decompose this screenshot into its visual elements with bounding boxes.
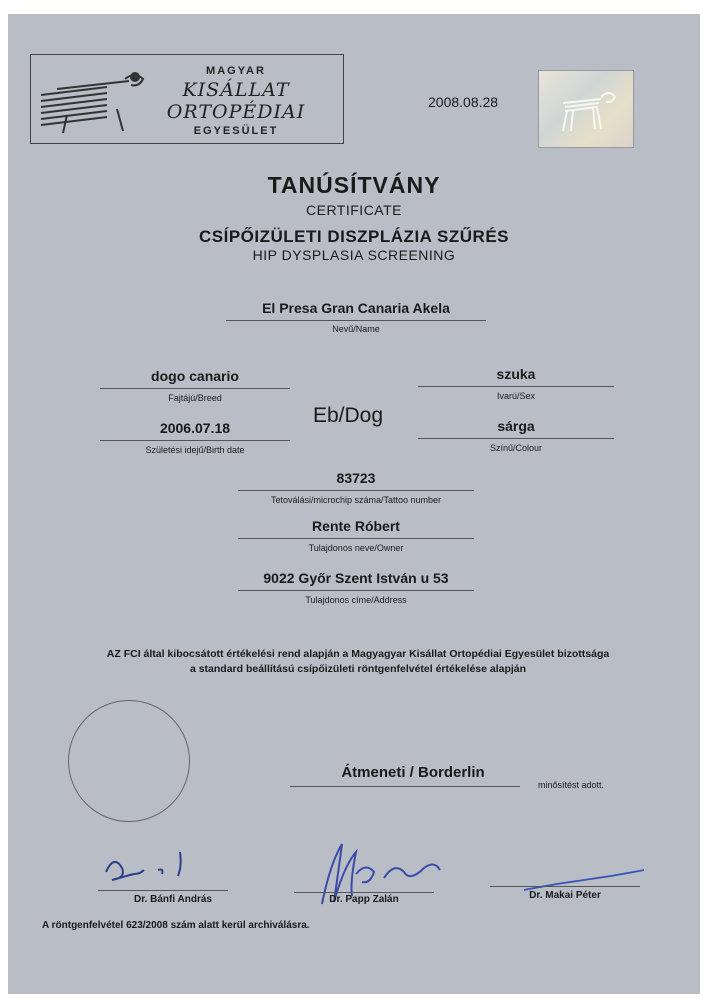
skeleton-hologram-icon xyxy=(557,85,617,133)
colour-value: sárga xyxy=(497,418,535,434)
signatory-1-name: Dr. Bánfi András xyxy=(134,894,212,905)
certificate-title: TANÚSÍTVÁNY xyxy=(267,172,441,198)
colour-label: Színű/Colour xyxy=(489,443,543,453)
dog-name-value: El Presa Gran Canaria Akela xyxy=(262,300,450,316)
screening-heading-en: HIP DYSPLASIA SCREENING xyxy=(252,247,456,263)
logo-line-egyesulet: EGYESÜLET xyxy=(193,125,279,137)
owner-name-line xyxy=(238,538,474,539)
signatory-2-name: Dr. Papp Zalán xyxy=(329,894,399,905)
dog-name-label: Nevű/Name xyxy=(332,324,380,334)
result-line xyxy=(290,786,520,787)
issue-date: 2008.08.28 xyxy=(428,94,499,110)
breed-label: Fajtájú/Breed xyxy=(168,393,222,403)
signatory-3-name: Dr. Makai Péter xyxy=(529,890,601,901)
logo-line-magyar: MAGYAR xyxy=(206,65,266,77)
species-label: Eb/Dog xyxy=(313,404,384,427)
breed-value: dogo canario xyxy=(151,368,239,384)
owner-address-line xyxy=(238,590,474,591)
statement-line-1: AZ FCI által kibocsátott értékelési rend alapján a Magyagyar Kisállat Ortopédiai Egyesület bizottsága xyxy=(106,648,610,660)
sex-value: szuka xyxy=(496,366,536,382)
colour-line xyxy=(418,438,614,439)
signature-line-2 xyxy=(294,892,434,893)
signature-line-3 xyxy=(490,886,640,887)
result-suffix: minősítést adott. xyxy=(538,780,605,790)
tattoo-number-label: Tetoválási/microchip száma/Tattoo number xyxy=(270,495,442,505)
certificate-title-en: CERTIFICATE xyxy=(306,202,402,218)
logo-line-kisallat: KISÁLLAT ORTOPÉDIAI xyxy=(166,79,306,123)
hologram-seal xyxy=(538,70,634,148)
breed-line xyxy=(100,388,290,389)
official-stamp-circle xyxy=(68,700,190,822)
sex-line xyxy=(418,386,614,387)
sex-label: Ivarú/Sex xyxy=(496,391,536,401)
archive-note: A röntgenfelvétel 623/2008 szám alatt kerül archiválásra. xyxy=(42,920,310,931)
birth-date-value: 2006.07.18 xyxy=(159,420,231,436)
tattoo-number-value: 83723 xyxy=(336,470,376,486)
owner-address-label: Tulajdonos címe/Address xyxy=(305,595,407,605)
birth-date-line xyxy=(100,440,290,441)
signature-line-1 xyxy=(98,890,228,891)
screening-heading: CSÍPŐIZÜLETI DISZPLÁZIA SZŰRÉS xyxy=(199,227,509,246)
association-logo xyxy=(30,54,344,144)
owner-address-value: 9022 Győr Szent István u 53 xyxy=(263,570,449,586)
signature-banfi-icon xyxy=(98,842,208,894)
owner-name-label: Tulajdonos neve/Owner xyxy=(308,543,404,553)
tattoo-number-line xyxy=(238,490,474,491)
certificate-sheet xyxy=(8,14,700,994)
statement-line-2: a standard beállítású csípőizületi röntgenfelvétel értékelése alapján xyxy=(189,663,527,675)
birth-date-label: Születési idejű/Birth date xyxy=(145,445,245,455)
owner-name-value: Rente Róbert xyxy=(312,518,400,534)
dog-name-line xyxy=(226,320,486,321)
result-value: Átmeneti / Borderlin xyxy=(341,764,485,781)
